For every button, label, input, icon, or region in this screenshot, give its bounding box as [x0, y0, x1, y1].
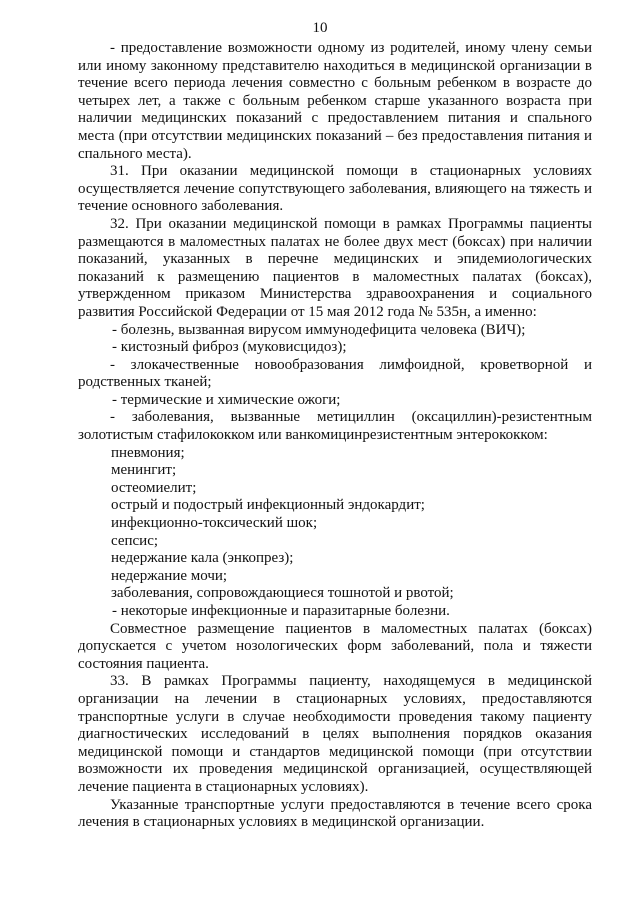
disease-item: сепсис;	[111, 532, 159, 549]
page-number: 10	[312, 20, 328, 36]
disease-item: менингит;	[111, 462, 177, 479]
list-item: - злокачественные новообразования лимфоидной, кроветворной и родственных тканей;	[78, 356, 592, 391]
disease-item: заболевания, сопровождающиеся тошнотой и рвотой;	[111, 585, 454, 602]
list-item: - заболевания, вызванные метициллин (оксациллин)-резистентным золотистым стафилококком или ванкомицинрезистентным энтерококком:	[78, 409, 592, 444]
disease-item: пневмония;	[111, 444, 185, 461]
paragraph: Совместное размещение пациентов в маломестных палатах (боксах) допускается с учетом нозологических форм заболеваний, пола и тяжести состояния пациента.	[78, 620, 592, 672]
paragraph: 33. В рамках Программы пациенту, находящемуся в медицинской организации на лечении в стационарных условиях, предоставляются транспортные услуги в случае необходимости проведения такому пациенту диагностических исследований в целях выполнения порядков оказания медицинской помощи и стандартов медицинской помощи (при отсутствии возможности их проведения медицинской организацией, осуществляющей лечение пациента в стационарных условиях).	[78, 673, 592, 795]
paragraph: - предоставление возможности одному из родителей, иному члену семьи или иному законному представителю находиться в медицинской организации в течение всего периода лечения совместно с больным ребенком в возрасте до четырех лет, а также с больным ребенком старше указанного возраста при наличии медицинских показаний с предоставлением питания и спального места (при отсутствии медицинских показаний – без предоставления питания и спального места).	[78, 40, 592, 162]
paragraph: 32. При оказании медицинской помощи в рамках Программы пациенты размещаются в маломестных палатах не более двух мест (боксах) при наличии показаний, указанных в перечне медицинских и эпидемиологических показаний к размещению пациентов в маломестных палатах (боксах), утвержденном приказом Министерства здравоохранения и социального развития Российской Федерации от 15 мая 2012 года № 535н, а именно:	[78, 215, 592, 320]
disease-item: инфекционно-токсический шок;	[111, 515, 318, 532]
paragraph: Указанные транспортные услуги предоставляются в течение всего срока лечения в стационарных условиях в медицинской организации.	[78, 796, 592, 831]
disease-item: острый и подострый инфекционный эндокардит;	[111, 497, 425, 514]
disease-item: недержание мочи;	[111, 567, 228, 584]
list-item: - болезнь, вызванная вирусом иммунодефицита человека (ВИЧ);	[112, 321, 526, 338]
list-item: - кистозный фиброз (муковисцидоз);	[112, 339, 347, 356]
list-item: - некоторые инфекционные и паразитарные болезни.	[112, 603, 450, 619]
disease-item: остеомиелит;	[111, 479, 197, 496]
paragraph: 31. При оказании медицинской помощи в стационарных условиях осуществляется лечение сопутствующего заболевания, влияющего на тяжесть и течение основного заболевания.	[78, 163, 592, 215]
list-item: - термические и химические ожоги;	[112, 391, 341, 408]
document-body	[78, 40, 592, 832]
disease-item: недержание кала (энкопрез);	[111, 550, 294, 567]
